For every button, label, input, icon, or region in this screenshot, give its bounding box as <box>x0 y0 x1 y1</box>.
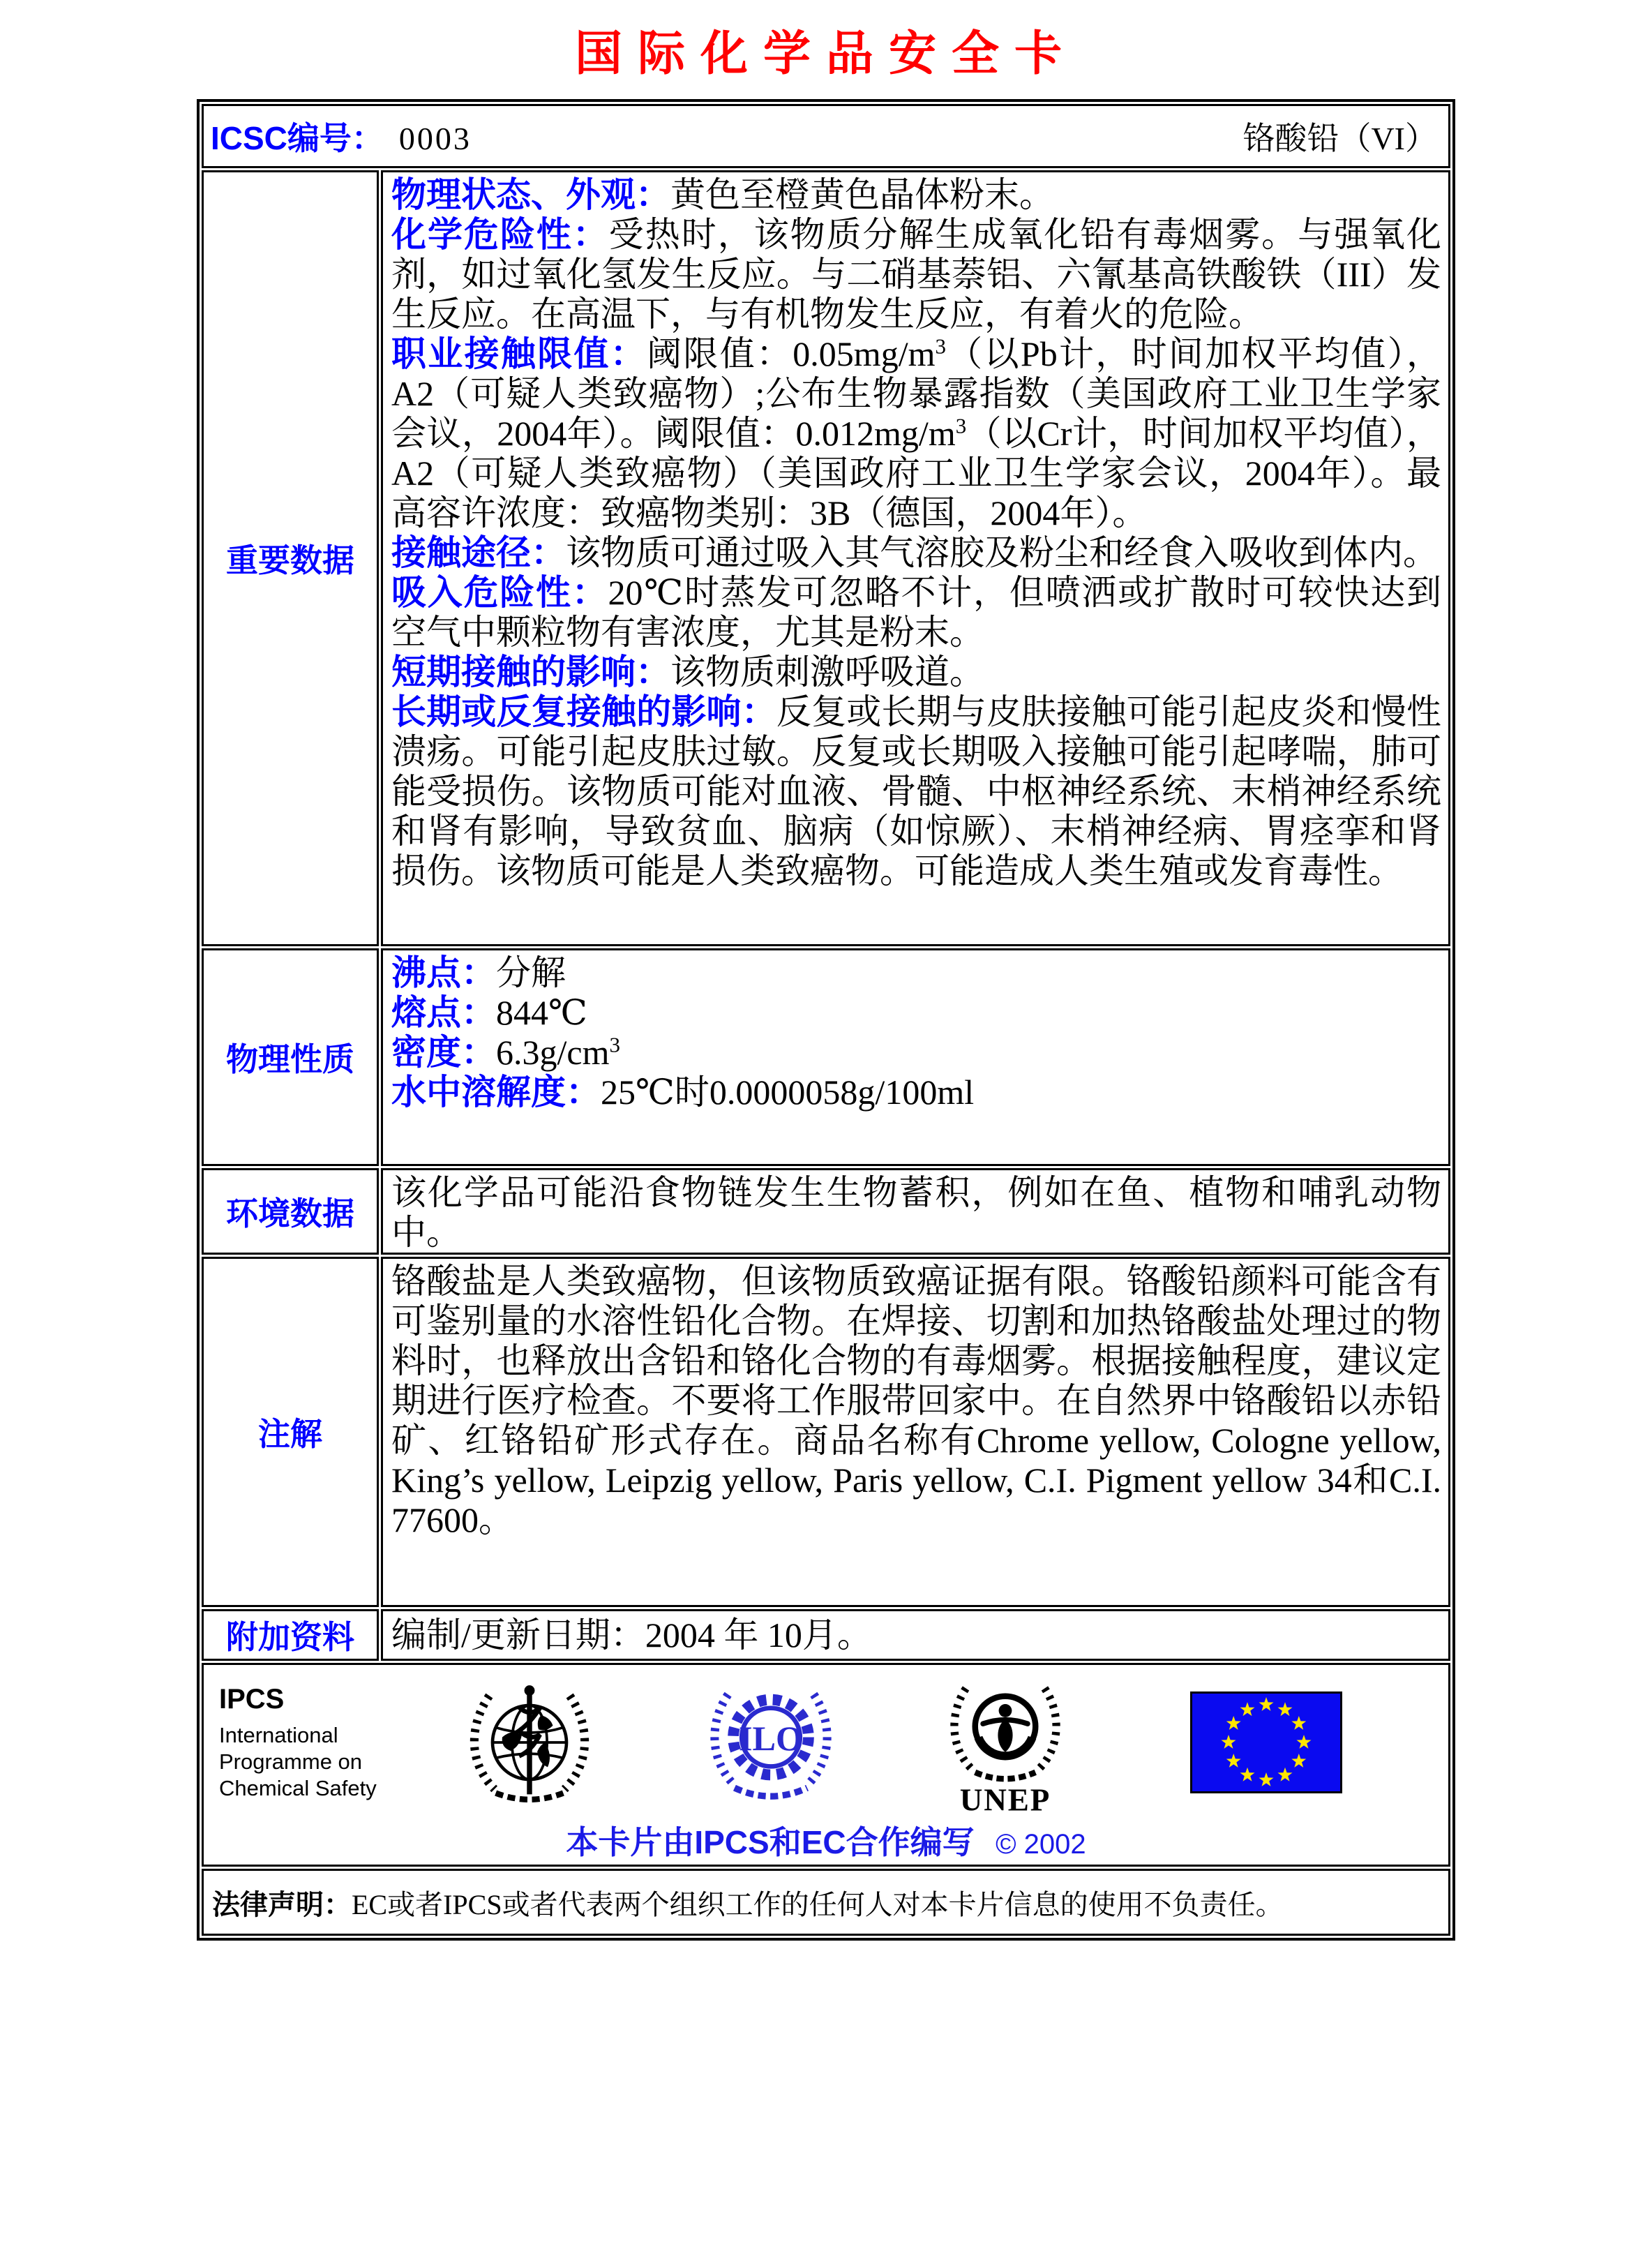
ipcs-block <box>204 1684 437 1802</box>
paragraph: 该化学品可能沿食物链发生生物蓄积，例如在鱼、植物和哺乳动物中。 <box>391 1173 1441 1253</box>
section-label-physical-properties: 物理性质 <box>202 948 379 1166</box>
section-row-physical-properties <box>202 948 1450 1166</box>
ipcs-title: IPCS <box>219 1683 285 1715</box>
paragraph: 编制/更新日期：2004 年 10月。 <box>391 1615 872 1655</box>
paragraph: 铬酸盐是人类致癌物，但该物质致癌证据有限。铬酸铅颜料可能含有可鉴别量的水溶性铅化合物。在焊接、切割和加热铬酸盐处理过的物料时，也释放出含铅和铬化合物的有毒烟雾。根据接触程度，建议定期进行医疗检查。不要将工作服带回家中。在自然界中铬酸铅以赤铅矿、红铬铅矿形式存在。商品名称有Chrome yellow, Cologne yellow, King’s yellow, Leipzig yellow, Paris yellow, C.I. Pigment yellow 34和C.I. 77600。 <box>391 1262 1441 1540</box>
ipcs-subtitle-line: Chemical Safety <box>219 1775 377 1800</box>
icsc-number-value: 0003 <box>398 121 472 157</box>
section-content-important-data <box>381 170 1450 946</box>
icsc-card-table <box>197 99 1455 1941</box>
legal-label: 法律声明： <box>212 1889 352 1920</box>
logos-cell <box>202 1663 1450 1867</box>
card-caption <box>204 1817 1448 1863</box>
section-row-environmental-data <box>202 1168 1450 1255</box>
paragraph: 密度：$6.3g/cm^3$ <box>391 1032 620 1073</box>
section-label-additional-info: 附加资料 <box>202 1609 379 1661</box>
ipcs-subtitle-line: International <box>219 1722 338 1747</box>
ilo-logo-text: ILO <box>738 1719 804 1758</box>
header-cell <box>202 104 1450 168</box>
paragraph: 职业接触限值：阈限值：$0.05mg/m^3$（以Pb计，时间加权平均值），A2（可疑人类致癌物）;公布生物暴露指数（美国政府工业卫生学家会议，2004年）。阈限值：$0.012mg/m^3$（以Cr计，时间加权平均值），A2（可疑人类致癌物）（美国政府工业卫生学家会议，2004年）。最高容许浓度：致癌物类别：3B（德国，2004年）。 <box>391 334 1441 533</box>
section-label-notes: 注解 <box>202 1257 379 1607</box>
who-logo-icon <box>465 1678 594 1807</box>
eu-flag-icon <box>1190 1691 1342 1793</box>
caption-main-text: 本卡片由IPCS和EC合作编写 <box>566 1824 975 1861</box>
section-content-physical-properties <box>381 948 1450 1166</box>
paragraph: 水中溶解度：25℃时0.0000058g/100ml <box>391 1073 975 1112</box>
paragraph: 化学危险性：受热时，该物质分解生成氧化铅有毒烟雾。与强氧化剂，如过氧化氢发生反应。与二硝基萘铝、六氰基高铁酸铁（III）发生反应。在高温下，与有机物发生反应，有着火的危险。 <box>391 215 1442 334</box>
unep-logo-icon <box>946 1671 1065 1814</box>
chemical-name: 铬酸铅（VI） <box>1242 121 1437 157</box>
section-row-important-data <box>202 170 1450 946</box>
ipcs-subtitle-line: Programme on <box>219 1749 363 1774</box>
legal-row <box>202 1869 1450 1936</box>
ilo-logo-icon <box>706 1678 836 1807</box>
section-row-additional-info <box>202 1609 1450 1661</box>
paragraph: 吸入危险性：20℃时蒸发可忽略不计，但喷洒或扩散时可较快达到空气中颗粒物有害浓度，尤其是粉末。 <box>391 573 1441 652</box>
section-content-additional-info <box>381 1609 1450 1661</box>
logos-row <box>202 1663 1450 1867</box>
caption-copyright: © 2002 <box>996 1829 1086 1860</box>
section-row-notes <box>202 1257 1450 1607</box>
page-title: 国际化学品安全卡 <box>574 26 1077 82</box>
icsc-number-label: ICSC编号： <box>211 120 384 157</box>
icsc-number-group <box>211 113 472 159</box>
paragraph: 熔点：844℃ <box>391 993 587 1033</box>
unep-logo-text: UNEP <box>959 1782 1051 1814</box>
section-content-notes <box>381 1257 1450 1607</box>
section-content-environmental-data <box>381 1168 1450 1255</box>
paragraph: 短期接触的影响：该物质刺激呼吸道。 <box>391 652 984 692</box>
paragraph: 接触途径：该物质可通过吸入其气溶胶及粉尘和经食入吸收到体内。 <box>391 533 1438 573</box>
paragraph: 沸点：分解 <box>391 953 566 993</box>
paragraph: 长期或反复接触的影响：反复或长期与皮肤接触可能引起皮炎和慢性溃疡。可能引起皮肤过敏。反复或长期吸入接触可能引起哮喘，肺可能受损伤。该物质可能对血液、骨髓、中枢神经系统、末梢神经系统和肾有影响，导致贫血、脑病（如惊厥）、末梢神经病、胃痉挛和肾损伤。该物质可能是人类致癌物。可能造成人类生殖或发育毒性。 <box>391 692 1442 891</box>
header-row <box>202 104 1450 168</box>
paragraph: 物理状态、外观：黄色至橙黄色晶体粉末。 <box>391 175 1054 215</box>
section-label-important-data: 重要数据 <box>202 170 379 946</box>
section-label-environmental-data: 环境数据 <box>202 1168 379 1255</box>
legal-text: EC或者IPCS或者代表两个组织工作的任何人对本卡片信息的使用不负责任。 <box>352 1888 1284 1920</box>
legal-cell <box>202 1869 1450 1936</box>
